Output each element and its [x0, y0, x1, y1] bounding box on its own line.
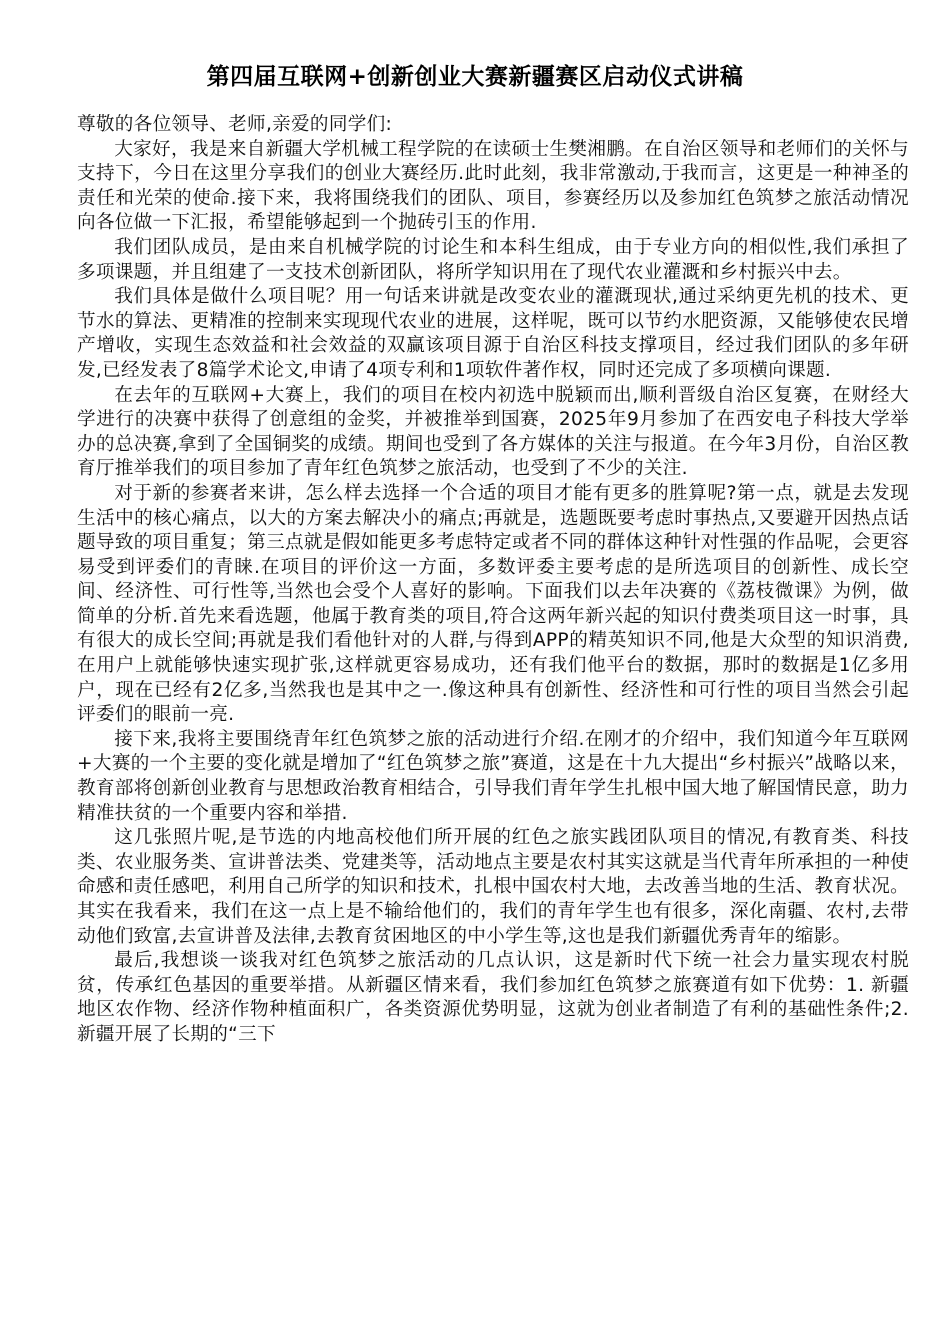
- paragraph-2: 我们团队成员，是由来自机械学院的讨论生和本科生组成，由于专业方向的相似性,我们承担了多项课题，并且组建了一支技术创新团队，将所学知识用在了现代农业灌溉和乡村振兴中去。: [77, 236, 909, 283]
- paragraph-3: 我们具体是做什么项目呢？用一句话来讲就是改变农业的灌溉现状,通过采纳更先机的技术、更节水的算法、更精准的控制来实现现代农业的进展，这样呢，既可以节约水肥资源，又能够使农民增产增收，实现生态效益和社会效益的双赢该项目源于自治区科技支撑项目，经过我们团队的多年研发,已经发表了8篇学术论文,申请了4项专利和1项软件著作权，同时还完成了多项横向课题.: [77, 286, 909, 381]
- document-title: 第四届互联网+创新创业大赛新疆赛区启动仪式讲稿: [206, 64, 744, 90]
- paragraph-8: 最后,我想谈一谈我对红色筑梦之旅活动的几点认识，这是新时代下统一社会力量实现农村脱贫，传承红色基因的重要举措。从新疆区情来看，我们参加红色筑梦之旅赛道有如下优势：1. 新疆地区农作物、经济作物种植面积广，各类资源优势明显，这就为创业者制造了有利的基础性条件;2. 新疆开展了长期的“三下: [77, 950, 909, 1045]
- salutation: 尊敬的各位领导、老师,亲爱的同学们:: [77, 114, 393, 135]
- paragraph-4: 在去年的互联网+大赛上，我们的项目在校内初选中脱颖而出,顺利晋级自治区复赛，在财经大学进行的决赛中获得了创意组的金奖，并被推举到国赛，2025年9月参加了在西安电子科技大学举办的总决赛,拿到了全国铜奖的成绩。期间也受到了各方媒体的关注与报道。在今年3月份，自治区教育厅推举我们的项目参加了青年红色筑梦之旅活动，也受到了不少的关注.: [77, 384, 909, 480]
- paragraph-1: 大家好，我是来自新疆大学机械工程学院的在读硕士生樊湘鹏。在自治区领导和老师们的关怀与支持下，今日在这里分享我们的创业大赛经历.此时此刻，我非常激动,于我而言，这更是一种神圣的责任和光荣的使命.接下来，我将围绕我们的团队、项目，参赛经历以及参加红色筑梦之旅活动情况向各位做一下汇报，希望能够起到一个抛砖引玉的作用.: [77, 138, 909, 234]
- paragraph-5: 对于新的参赛者来讲，怎么样去选择一个合适的项目才能有更多的胜算呢?第一点，就是去发现生活中的核心痛点，以大的方案去解决小的痛点;再就是，选题既要考虑时事热点,又要避开因热点话题导致的项目重复；第三点就是假如能更多考虑特定或者不同的群体这种针对性强的作品呢，会更容易受到评委们的青睐.在项目的评价这一方面，多数评委主要考虑的是所选项目的创新性、成长空间、经济性、可行性等,当然也会受个人喜好的影响。下面我们以去年决赛的《荔枝微课》为例，做简单的分析.首先来看选题，他属于教育类的项目,符合这两年新兴起的知识付费类项目这一时事，具有很大的成长空间;再就是我们看他针对的人群,与得到APP的精英知识不同,他是大众型的知识消费,在用户上就能够快速实现扩张,这样就更容易成功，还有我们他平台的数据，那时的数据是1亿多用户，现在已经有2亿多,当然我也是其中之一.像这种具有创新性、经济性和可行性的项目当然会引起评委们的眼前一亮.: [77, 482, 909, 726]
- document-body: [77, 113, 909, 1048]
- paragraph-6: 接下来,我将主要围绕青年红色筑梦之旅的活动进行介绍.在刚才的介绍中，我们知道今年互联网+大赛的一个主要的变化就是增加了“红色筑梦之旅”赛道，这是在十九大提出“乡村振兴”战略以来，教育部将创新创业教育与思想政治教育相结合，引导我们青年学生扎根中国大地了解国情民意，助力精准扶贫的一个重要内容和举措.: [77, 728, 909, 824]
- paragraph-7: 这几张照片呢,是节选的内地高校他们所开展的红色之旅实践团队项目的情况,有教育类、科技类、农业服务类、宣讲普法类、党建类等，活动地点主要是农村其实这就是当代青年所承担的一种使命感和责任感吧，利用自己所学的知识和技术，扎根中国农村大地，去改善当地的生活、教育状况。其实在我看来，我们在这一点上是不输给他们的，我们的青年学生也有很多，深化南疆、农村,去带动他们致富,去宣讲普及法律,去教育贫困地区的中小学生等,这也是我们新疆优秀青年的缩影。: [77, 827, 909, 947]
